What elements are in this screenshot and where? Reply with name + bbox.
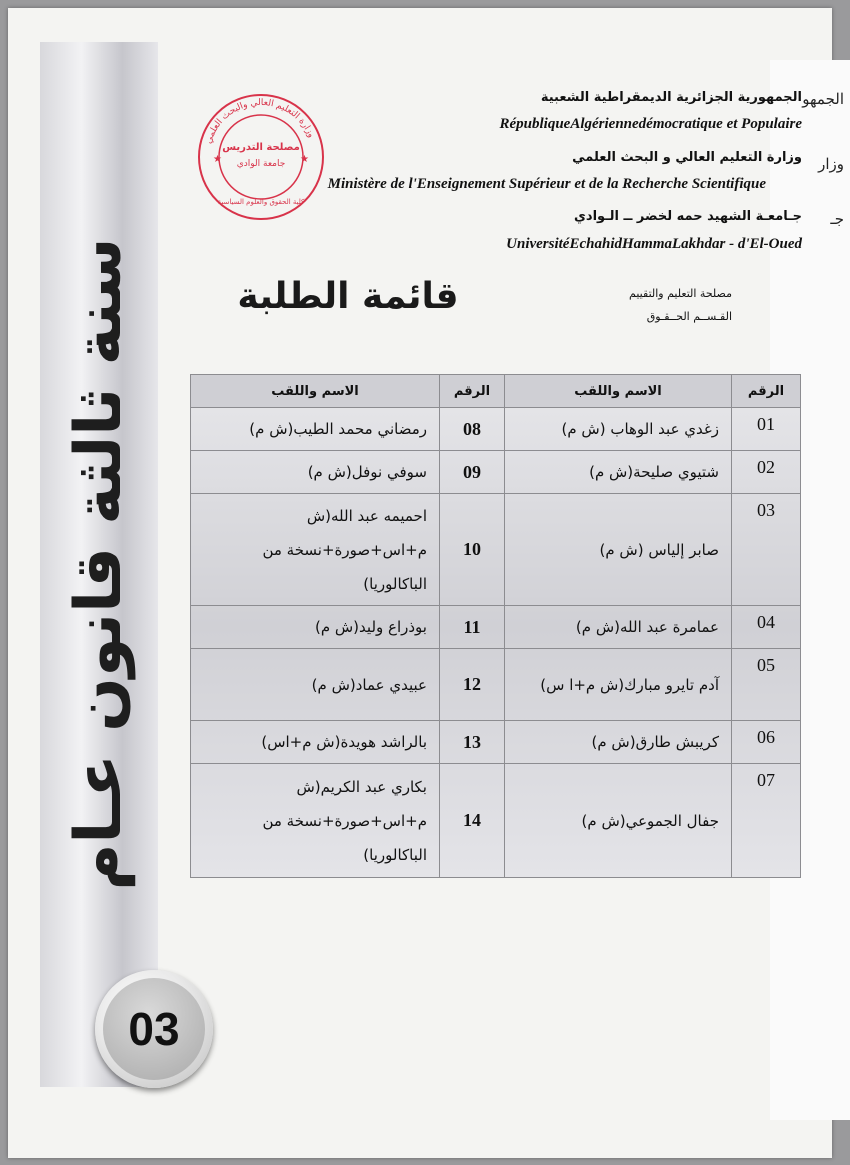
under-text-1: الجمهو: [802, 90, 844, 108]
header-number: الرقم: [732, 375, 801, 408]
header-ar-ministry: وزارة التعليم العالي و البحث العلمي: [572, 150, 802, 165]
student-number: 11: [440, 606, 505, 649]
student-number: 07: [732, 764, 801, 878]
header-name: الاسم واللقب: [505, 375, 732, 408]
department-label: القـســم الحــقـوق: [646, 310, 732, 323]
stamp-university: جامعة الوادي: [236, 159, 286, 169]
under-text-3: جـ: [830, 210, 844, 228]
table-row: [191, 408, 801, 451]
student-number: 06: [732, 721, 801, 764]
table-row: [191, 451, 801, 494]
student-name: جفال الجموعي(ش م): [505, 764, 732, 878]
stamp-outer-text: وزارة التعليم العالي والبحث العلمي: [203, 97, 316, 146]
header-ar-university: جـامعـة الشهيد حمه لخضر ــ الـوادي: [574, 209, 802, 224]
header-fr-university: UniversitéEchahidHammaLakhdar - d'El-Oued: [506, 236, 802, 252]
table-row: [191, 721, 801, 764]
header-name: الاسم واللقب: [191, 375, 440, 408]
list-title: قائمة الطلبة: [237, 276, 459, 317]
student-number: 12: [440, 649, 505, 721]
students-table: [190, 374, 801, 878]
table-row: [191, 649, 801, 721]
side-title: سنة ثالثة قانون عـام: [62, 237, 136, 891]
side-band: [40, 42, 158, 1087]
student-number: 02: [732, 451, 801, 494]
number-badge: [95, 970, 213, 1088]
stamp-faculty: كلية الحقوق والعلوم السياسية: [217, 198, 305, 206]
student-number: 03: [732, 494, 801, 606]
student-number: 09: [440, 451, 505, 494]
under-text-2: وزار: [818, 155, 844, 173]
student-number: 05: [732, 649, 801, 721]
student-number: 08: [440, 408, 505, 451]
student-name: سوفي نوفل(ش م): [191, 451, 440, 494]
student-name: زغدي عبد الوهاب (ش م): [505, 408, 732, 451]
table-row: [191, 606, 801, 649]
service-label: مصلحة التعليم والتقييم: [629, 287, 732, 300]
student-name: عبيدي عماد(ش م): [191, 649, 440, 721]
badge-number: 03: [103, 978, 205, 1080]
table-row: [191, 764, 801, 878]
student-name: احميمه عبد الله(ش م+اس+صورة+نسخة من الباكالوريا): [191, 494, 440, 606]
student-name: بوذراع وليد(ش م): [191, 606, 440, 649]
header-ar-republic: الجمهورية الجزائرية الديمقراطية الشعبية: [540, 90, 802, 105]
stamp-star-icon: ★: [300, 154, 309, 165]
student-name: آدم تايرو مبارك(ش م+ا س): [505, 649, 732, 721]
student-name: بكاري عبد الكريم(ش م+اس+صورة+نسخة من الباكالوريا): [191, 764, 440, 878]
header-number: الرقم: [440, 375, 505, 408]
table-row: [191, 494, 801, 606]
student-name: شتيوي صليحة(ش م): [505, 451, 732, 494]
student-number: 14: [440, 764, 505, 878]
student-name: صابر إلياس (ش م): [505, 494, 732, 606]
student-number: 04: [732, 606, 801, 649]
student-name: بالراشد هويدة(ش م+اس): [191, 721, 440, 764]
stamp-star-icon: ★: [213, 154, 222, 165]
university-stamp: [196, 92, 326, 222]
stamp-office: مصلحة التدريس: [222, 142, 300, 153]
student-name: عمامرة عبد الله(ش م): [505, 606, 732, 649]
student-name: رمضاني محمد الطيب(ش م): [191, 408, 440, 451]
student-number: 13: [440, 721, 505, 764]
header-fr-republic: RépubliqueAlgériennedémocratique et Populaire: [499, 116, 802, 132]
student-number: 01: [732, 408, 801, 451]
table-header-row: [191, 375, 801, 408]
student-name: كريبش طارق(ش م): [505, 721, 732, 764]
student-number: 10: [440, 494, 505, 606]
header-fr-ministry: Ministère de l'Enseignement Supérieur et de la Recherche Scientifique: [327, 176, 766, 192]
